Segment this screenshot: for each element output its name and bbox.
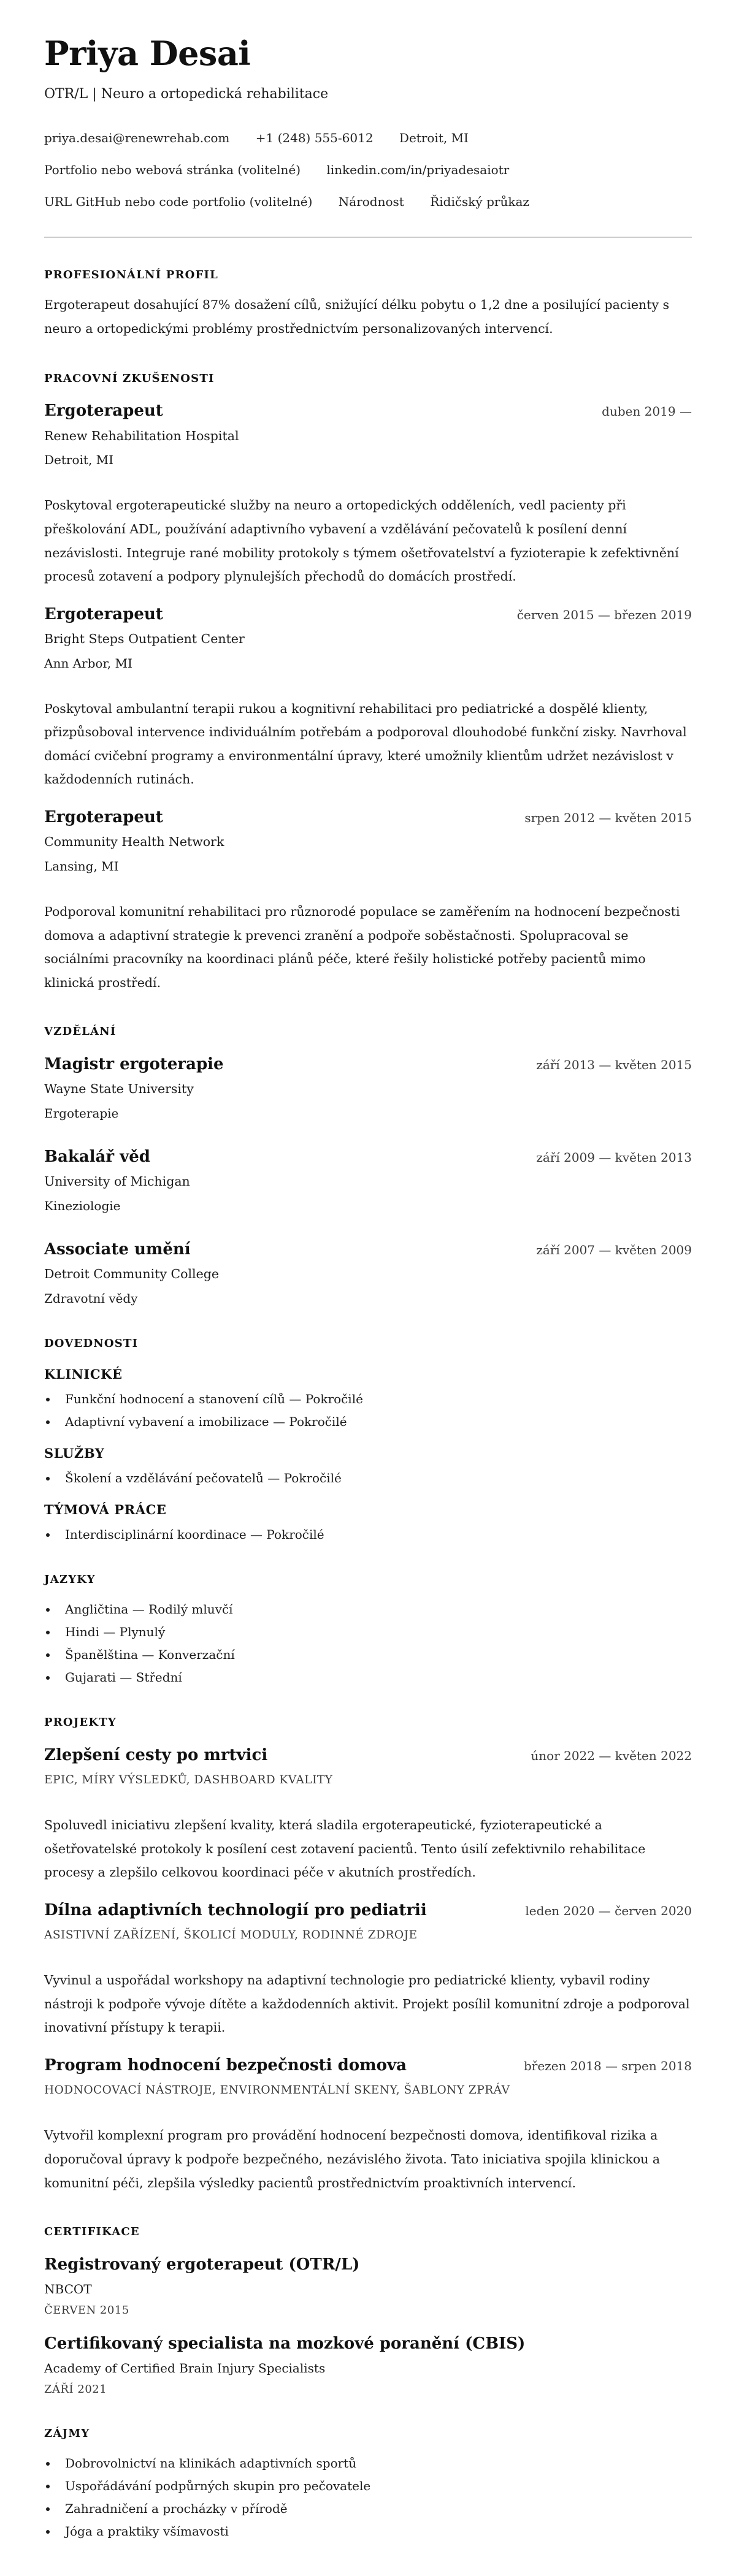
interest-item: • Zahradničení a procházky v přírodě [58,2501,692,2517]
job-description: Poskytoval ergoterapeutické služby na neuro a ortopedických odděleních, vedl pacienty při přeškolování ADL, používání adaptivního vybavení a vzdělávání pečovatelů k posílení denní nezávislosti. Integruje rané mobility protokoly s týmem ošetřovatelství a fyzioterapie k zefektivnění procesů zotavení a podpory plynulejších přechodů do domácích prostředí. [44,498,679,584]
project-dates: únor 2022 — květen 2022 [531,1748,692,1763]
project-dates: leden 2020 — červen 2020 [525,1903,692,1918]
degree-school: Detroit Community College [44,1267,219,1282]
skill-group-name: TÝMOVÁ PRÁCE [44,1502,167,1518]
project-description: Spoluvedl iniciativu zlepšení kvality, která sladila ergoterapeutické, fyzioterapeutické a ošetřovatelské protokoly k posílení cest zotavení pacientů. Tento úsilí zefektivnilo rehabilitace procesy a zlepšilo celkovou koordinaci péče v akutních prostředích. [44,1818,646,1880]
drivers-license-text: Řidičský průkaz [430,194,529,210]
project-header [44,1900,692,1921]
degree-dates: září 2007 — květen 2009 [536,1242,692,1257]
resume-header [44,34,692,238]
linkedin-text: linkedin.com/in/priyadesaiotr [326,162,510,178]
portfolio-placeholder-text: Portfolio nebo webová stránka (volitelné) [44,162,301,178]
language-item: • Španělština — Konverzační [58,1647,692,1663]
job-entry [44,401,692,588]
interest-list [44,2455,692,2539]
degree-school: Wayne State University [44,1081,194,1097]
header-divider [44,237,692,238]
degree-field: Ergoterapie [44,1105,119,1121]
job-dates: duben 2019 — [602,404,692,419]
job-company: Community Health Network [44,834,224,850]
job-header [44,604,692,625]
degree-title: Magistr ergoterapie [44,1054,224,1073]
project-title: Zlepšení cesty po mrtvici [44,1745,268,1764]
education-entry [44,1240,692,1306]
language-item: • Hindi — Plynulý [58,1624,692,1640]
interests-heading: ZÁJMY [44,2427,90,2441]
interest-item: • Jóga a praktiky všímavosti [58,2523,692,2539]
profile-text: Ergoterapeut dosahující 87% dosažení cílů, snižující délku pobytu o 1,2 dne a posilující pacienty s neuro a ortopedickými problémy prostřednictvím personalizovaných intervencí. [44,297,670,337]
contact-row-3 [44,194,692,210]
education-header [44,1240,692,1260]
job-company: Bright Steps Outpatient Center [44,631,245,647]
skill-group-teamwork [44,1502,692,1542]
education-entry [44,1054,692,1121]
project-tags: HODNOCOVACÍ NÁSTROJE, ENVIRONMENTÁLNÍ SKENY, ŠABLONY ZPRÁV [44,2084,510,2097]
nationality-text: Národnost [338,194,404,210]
section-skills [44,1337,692,1542]
location-text: Detroit, MI [399,131,469,146]
interest-item: • Dobrovolnictví na klinikách adaptivních sportů [58,2455,692,2471]
certification-issuer: NBCOT [44,2282,92,2297]
project-dates: březen 2018 — srpen 2018 [523,2058,692,2073]
job-title: Ergoterapeut [44,807,163,826]
projects-heading: PROJEKTY [44,1716,117,1729]
project-title: Dílna adaptivních technologií pro pediatrii [44,1900,427,1919]
certification-title: Registrovaný ergoterapeut (OTR/L) [44,2255,360,2274]
languages-heading: JAZYKY [44,1573,96,1587]
job-entry [44,807,692,994]
section-profile [44,269,692,341]
contact-row-1 [44,130,692,146]
experience-heading: PRACOVNÍ ZKUŠENOSTI [44,372,215,385]
education-header [44,1054,692,1075]
job-location: Lansing, MI [44,858,119,874]
language-item: • Gujarati — Střední [58,1669,692,1685]
degree-field: Zdravotní vědy [44,1291,138,1306]
education-heading: VZDĚLÁNÍ [44,1025,117,1038]
certification-date: ČERVEN 2015 [44,2304,129,2317]
job-dates: srpen 2012 — květen 2015 [524,810,692,825]
project-header [44,1745,692,1766]
phone-text: +1 (248) 555-6012 [255,131,374,146]
certification-date: ZÁŘÍ 2021 [44,2383,107,2396]
section-experience [44,372,692,994]
education-entry [44,1147,692,1214]
project-title: Program hodnocení bezpečnosti domova [44,2056,407,2075]
degree-title: Bakalář věd [44,1147,150,1166]
project-entry [44,1745,692,1884]
interest-item: • Uspořádávání podpůrných skupin pro pečovatele [58,2478,692,2494]
project-tags: EPIC, MÍRY VÝSLEDKŮ, DASHBOARD KVALITY [44,1774,333,1787]
certification-title: Certifikovaný specialista na mozkové poranění (CBIS) [44,2334,526,2353]
job-header [44,807,692,828]
skill-list [44,1526,692,1542]
skill-group-services [44,1446,692,1486]
profile-heading: PROFESIONÁLNÍ PROFIL [44,269,219,282]
certification-entry [44,2334,692,2397]
job-company: Renew Rehabilitation Hospital [44,428,239,443]
contact-row-2 [44,162,692,178]
skill-list [44,1391,692,1430]
job-header [44,401,692,421]
job-description: Poskytoval ambulantní terapii rukou a kognitivní rehabilitaci pro pediatrické a dospělé klienty, přizpůsoboval intervence individuálním potřebám a podporoval dlouhodobé funkční zisky. Navrhoval domácí cvičební programy a environmentální úpravy, které umožnily klientům udržet nezávislost v každodenních rutinách. [44,701,687,787]
certification-issuer: Academy of Certified Brain Injury Specialists [44,2361,326,2376]
degree-dates: září 2009 — květen 2013 [536,1149,692,1165]
job-location: Detroit, MI [44,452,114,468]
education-header [44,1147,692,1167]
github-placeholder-text: URL GitHub nebo code portfolio (volitelné) [44,194,313,210]
skill-item: • Adaptivní vybavení a imobilizace — Pokročilé [58,1414,692,1430]
section-interests [44,2427,692,2539]
skill-item: • Funkční hodnocení a stanovení cílů — Pokročilé [58,1391,692,1407]
skills-heading: DOVEDNOSTI [44,1337,139,1351]
professional-subtitle: OTR/L | Neuro a ortopedická rehabilitace [44,86,329,102]
project-description: Vyvinul a uspořádal workshopy na adaptivní technologie pro pediatrické klienty, vybavil rodiny nástroji k podpoře vývoje dítěte a každodenních aktivit. Projekt posílil komunitní zdroje a podporoval inovativní přístupy k terapii. [44,1973,690,2035]
degree-title: Associate umění [44,1240,191,1259]
skill-group-name: KLINICKÉ [44,1366,123,1382]
job-location: Ann Arbor, MI [44,655,132,671]
skill-group-name: SLUŽBY [44,1445,105,1461]
degree-dates: září 2013 — květen 2015 [536,1057,692,1072]
job-title: Ergoterapeut [44,604,163,623]
language-list [44,1601,692,1685]
skill-group-clinical [44,1366,692,1430]
skill-item: • Interdisciplinární koordinace — Pokročilé [58,1526,692,1542]
project-header [44,2056,692,2076]
degree-school: University of Michigan [44,1174,190,1189]
project-tags: ASISTIVNÍ ZAŘÍZENÍ, ŠKOLICÍ MODULY, RODINNÉ ZDROJE [44,1929,418,1942]
language-item: • Angličtina — Rodilý mluvčí [58,1601,692,1617]
section-languages [44,1573,692,1685]
project-entry [44,1900,692,2040]
job-description: Podporoval komunitní rehabilitaci pro různorodé populace se zaměřením na hodnocení bezpečnosti domova a adaptivní strategie k prevenci zranění a podpoře soběstačnosti. Spolupracoval se sociálními pracovníky na koordinaci plánů péče, které řešily holistické potřeby pacientů mimo klinická prostředí. [44,904,680,990]
project-entry [44,2056,692,2195]
job-dates: červen 2015 — březen 2019 [516,607,692,622]
email-text: priya.desai@renewrehab.com [44,131,230,146]
skill-item: • Školení a vzdělávání pečovatelů — Pokročilé [58,1470,692,1486]
section-certifications [44,2225,692,2396]
job-entry [44,604,692,791]
section-projects [44,1716,692,2195]
section-education [44,1025,692,1306]
skill-list [44,1470,692,1486]
certification-entry [44,2255,692,2318]
person-name: Priya Desai [44,34,251,73]
certifications-heading: CERTIFIKACE [44,2225,140,2239]
degree-field: Kineziologie [44,1198,121,1213]
project-description: Vytvořil komplexní program pro provádění hodnocení bezpečnosti domova, identifikoval rizika a doporučoval úpravy k podpoře bezpečného, nezávislého života. Tato iniciativa spojila klinickou a komunitní péči, zlepšila výsledky pacientů prostřednictvím proaktivních intervencí. [44,2128,661,2190]
job-title: Ergoterapeut [44,402,163,421]
